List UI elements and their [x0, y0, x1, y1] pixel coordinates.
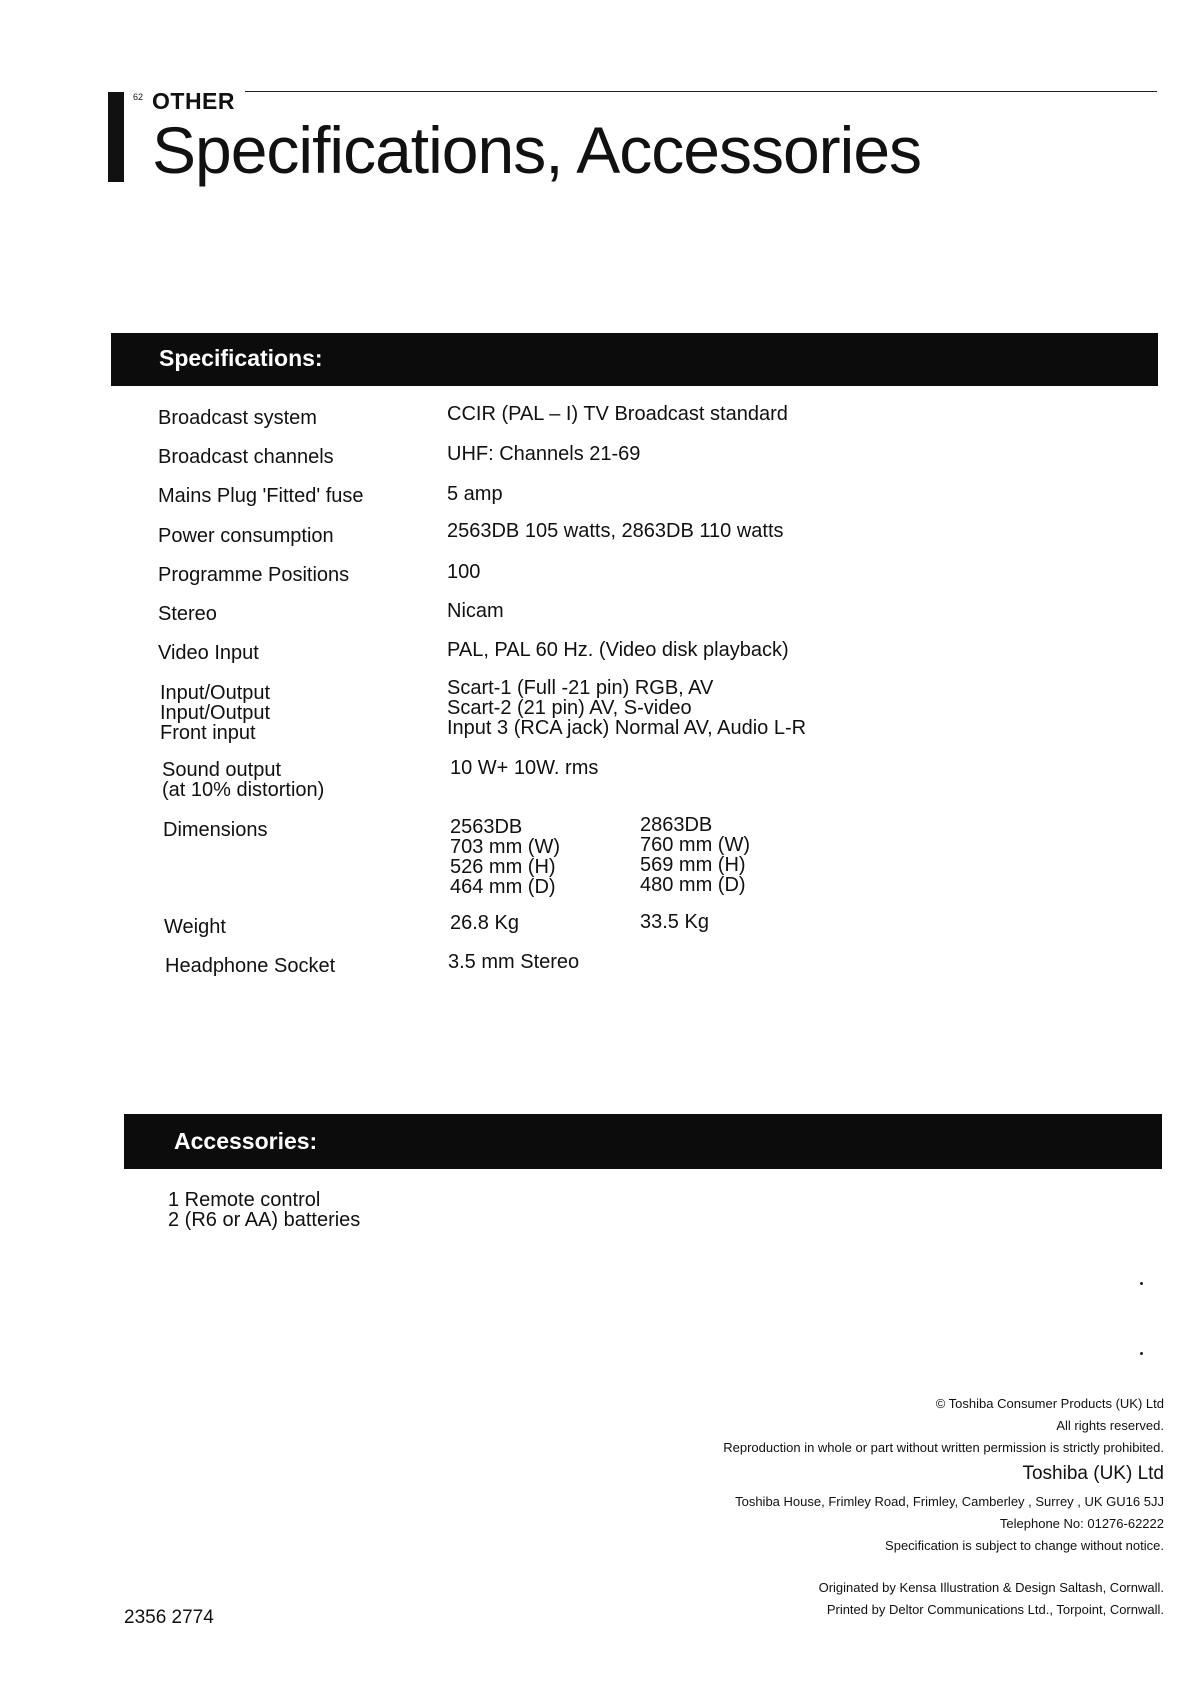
footer-address: Toshiba House, Frimley Road, Frimley, Camberley , Surrey , UK GU16 5JJ	[735, 1494, 1164, 1509]
footer-rights: All rights reserved.	[1056, 1418, 1164, 1433]
weight-label: Weight	[164, 916, 226, 938]
dimensions-model-a	[450, 817, 560, 897]
document-code: 2356 2774	[124, 1607, 214, 1628]
io-label: Input/Output	[160, 682, 271, 704]
dimension-line: 760 mm (W)	[640, 834, 750, 856]
io-value: Scart-2 (21 pin) AV, S-video	[447, 697, 692, 719]
footer-originated: Originated by Kensa Illustration & Design Saltash, Cornwall.	[818, 1580, 1164, 1595]
scan-dot	[1140, 1282, 1143, 1285]
spec-value: 100	[447, 561, 481, 583]
spec-label: Power consumption	[158, 525, 334, 547]
spec-value: CCIR (PAL – I) TV Broadcast standard	[447, 403, 788, 425]
dimension-line: 480 mm (D)	[640, 874, 746, 896]
dimension-line: 2863DB	[640, 814, 713, 836]
scan-dot	[1140, 1352, 1143, 1355]
section-label: OTHER	[152, 88, 235, 114]
footer-printed: Printed by Deltor Communications Ltd., Torpoint, Cornwall.	[826, 1602, 1164, 1617]
io-value: Input 3 (RCA jack) Normal AV, Audio L-R	[447, 717, 807, 739]
spec-label: Video Input	[158, 642, 259, 664]
page-title: Specifications, Accessories	[152, 113, 922, 187]
accessories-heading-bar	[124, 1114, 1162, 1169]
weight-model-a: 26.8 Kg	[450, 912, 519, 934]
io-values	[447, 678, 806, 738]
headphone-label: Headphone Socket	[165, 955, 336, 977]
header-rule	[245, 91, 1157, 92]
dimension-line: 569 mm (H)	[640, 854, 746, 876]
page-number: 62	[133, 92, 144, 102]
dimension-line: 2563DB	[450, 816, 523, 838]
footer-copyright: © Toshiba Consumer Products (UK) Ltd	[935, 1396, 1164, 1411]
dimension-line: 703 mm (W)	[450, 836, 560, 858]
spec-label: Broadcast channels	[158, 446, 334, 468]
spec-value: 5 amp	[447, 483, 503, 505]
weight-model-b: 33.5 Kg	[640, 911, 709, 933]
io-label: Front input	[160, 722, 256, 744]
spec-label: Stereo	[158, 603, 217, 625]
sound-labels	[162, 760, 324, 800]
spec-value: Nicam	[447, 600, 504, 622]
spec-value: 2563DB 105 watts, 2863DB 110 watts	[447, 520, 784, 542]
sound-label: Sound output	[162, 759, 281, 781]
spec-value: UHF: Channels 21-69	[447, 443, 641, 465]
sound-value: 10 W+ 10W. rms	[450, 757, 599, 779]
io-labels	[160, 683, 270, 743]
footer-telephone: Telephone No: 01276-62222	[999, 1516, 1164, 1531]
sound-label: (at 10% distortion)	[162, 779, 325, 801]
accessory-item: 2 (R6 or AA) batteries	[168, 1209, 361, 1231]
io-label: Input/Output	[160, 702, 271, 724]
dimension-line: 526 mm (H)	[450, 856, 556, 878]
accessory-item: 1 Remote control	[168, 1189, 321, 1211]
dimensions-label: Dimensions	[163, 819, 268, 841]
specifications-heading: Specifications:	[159, 345, 323, 371]
spec-label: Mains Plug 'Fitted' fuse	[158, 485, 364, 507]
spec-value: PAL, PAL 60 Hz. (Video disk playback)	[447, 639, 789, 661]
accessories-list	[168, 1190, 360, 1230]
specifications-heading-bar	[111, 333, 1158, 386]
accessories-heading: Accessories:	[174, 1128, 318, 1154]
dimensions-model-b	[640, 815, 750, 895]
spec-label: Programme Positions	[158, 564, 350, 586]
headphone-value: 3.5 mm Stereo	[448, 951, 580, 973]
io-value: Scart-1 (Full -21 pin) RGB, AV	[447, 677, 714, 699]
footer-reproduction: Reproduction in whole or part without written permission is strictly prohibited.	[723, 1440, 1164, 1455]
header-side-bar	[108, 92, 124, 182]
spec-label: Broadcast system	[158, 407, 317, 429]
dimension-line: 464 mm (D)	[450, 876, 556, 898]
footer-company: Toshiba (UK) Ltd	[1022, 1463, 1164, 1484]
footer-notice: Specification is subject to change without notice.	[885, 1538, 1164, 1553]
